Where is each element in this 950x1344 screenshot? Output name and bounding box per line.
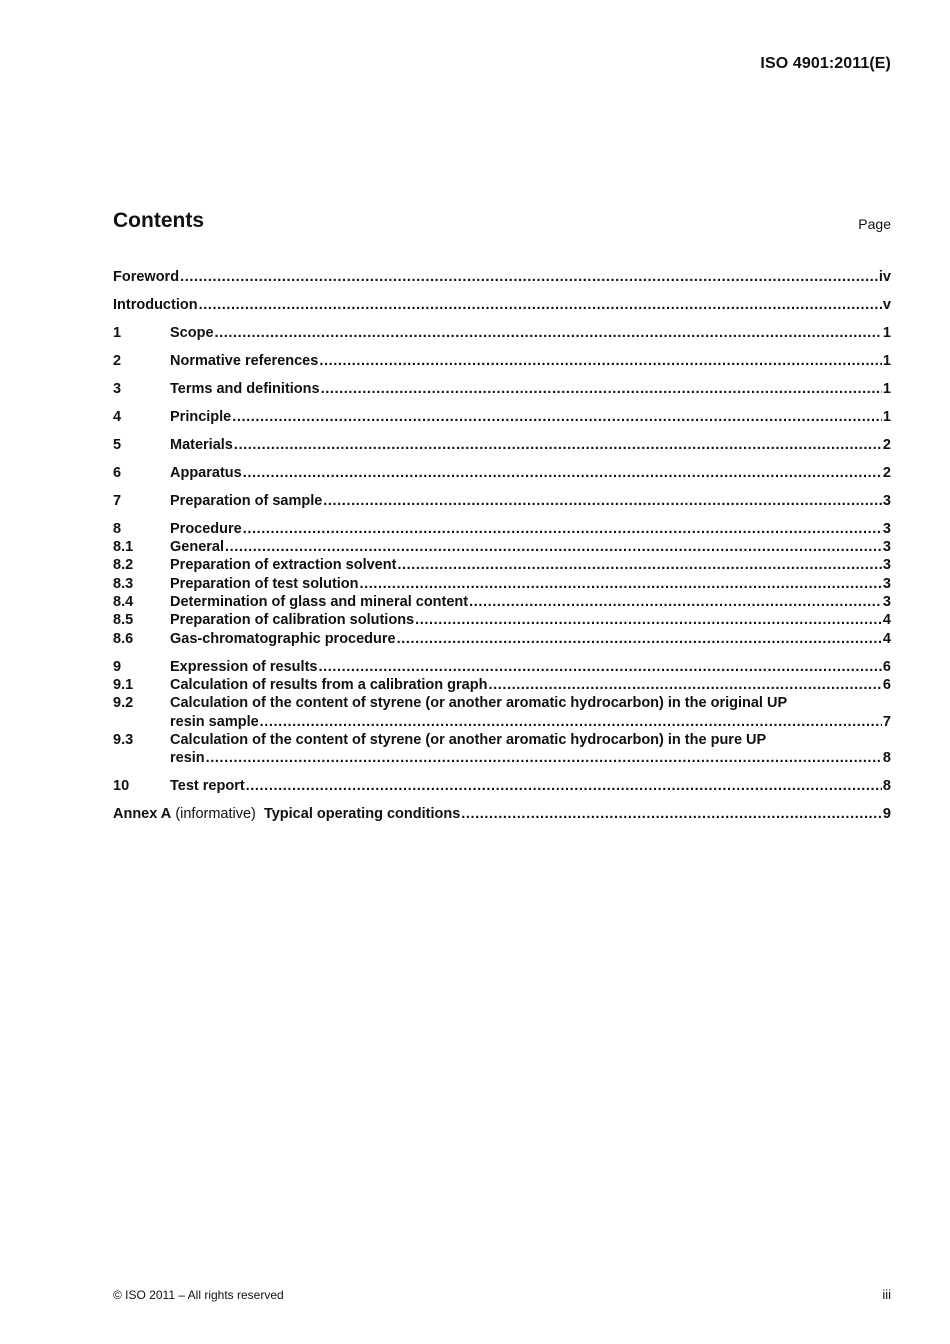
copyright-notice: © ISO 2011 – All rights reserved — [113, 1288, 284, 1302]
toc-entry-1-scope[interactable] — [113, 324, 891, 342]
toc-entry-page: 8 — [882, 778, 891, 795]
dot-leader — [397, 630, 882, 648]
dot-leader — [206, 749, 882, 767]
annex-label: Annex A — [113, 806, 172, 823]
toc-entry-number: 8.2 — [113, 557, 134, 574]
toc-entry-number: 10 — [113, 778, 130, 795]
toc-entry-8-6-gas-chromatographic-procedure[interactable] — [113, 630, 891, 648]
toc-entry-page: 7 — [882, 713, 891, 730]
toc-entry-title: Principle — [170, 408, 232, 425]
toc-entry-page: 1 — [882, 408, 891, 425]
toc-entry-number: 8.3 — [113, 575, 134, 592]
toc-entry-7-preparation-of-sample[interactable] — [113, 492, 891, 510]
toc-entry-5-materials[interactable] — [113, 436, 891, 454]
toc-entry-title: Procedure — [170, 520, 242, 537]
toc-entry-page: 3 — [882, 492, 891, 509]
dot-leader — [180, 268, 878, 286]
toc-entry-page: v — [882, 296, 891, 313]
toc-entry-9-2-original-up-resin-sample[interactable] — [113, 694, 891, 731]
toc-entry-number: 8.1 — [113, 539, 134, 556]
toc-entry-8-3-test-solution[interactable] — [113, 575, 891, 593]
toc-entry-title: Preparation of test solution — [170, 575, 359, 592]
dot-leader — [243, 520, 882, 538]
toc-entry-number: 2 — [113, 352, 122, 369]
toc-entry-title: Preparation of sample — [170, 492, 323, 509]
toc-entry-title: Gas-chromatographic procedure — [170, 630, 396, 647]
toc-entry-title: Terms and definitions — [170, 380, 320, 397]
toc-entry-title: Preparation of extraction solvent — [170, 557, 397, 574]
toc-entry-introduction[interactable] — [113, 296, 891, 314]
toc-entry-page: 9 — [882, 806, 891, 823]
toc-entry-title: Determination of glass and mineral content — [170, 594, 469, 611]
toc-entry-page: 2 — [882, 464, 891, 481]
table-of-contents — [113, 268, 891, 823]
dot-leader — [360, 575, 882, 593]
toc-entry-9-3-pure-up-resin[interactable] — [113, 731, 891, 768]
toc-entry-title: Preparation of calibration solutions — [170, 612, 415, 629]
toc-entry-annex-a[interactable] — [113, 805, 891, 823]
document-id: ISO 4901:2011(E) — [760, 55, 891, 72]
toc-entry-8-4-glass-mineral-content[interactable] — [113, 593, 891, 611]
toc-entry-title: General — [170, 539, 224, 556]
toc-entry-title: Introduction — [113, 296, 198, 313]
dot-leader — [323, 492, 882, 510]
toc-entry-foreword[interactable] — [113, 268, 891, 286]
toc-entry-title: Foreword — [113, 269, 180, 285]
toc-entry-8-procedure[interactable] — [113, 520, 891, 538]
toc-entry-page: 3 — [882, 594, 891, 611]
toc-entry-3-terms-and-definitions[interactable] — [113, 380, 891, 398]
dot-leader — [260, 713, 882, 731]
toc-entry-4-principle[interactable] — [113, 408, 891, 426]
toc-entry-title-line1: Calculation of the content of styrene (or another aromatic hydrocarbon) in the original UP — [170, 695, 788, 712]
toc-entry-page: 1 — [882, 324, 891, 341]
toc-entry-title-line1: Calculation of the content of styrene (or another aromatic hydrocarbon) in the pure UP — [170, 731, 767, 748]
page-column-label: Page — [858, 216, 891, 232]
toc-entry-title: Scope — [170, 324, 214, 341]
toc-entry-page: 3 — [882, 557, 891, 574]
dot-leader — [415, 611, 882, 629]
dot-leader — [232, 408, 882, 426]
toc-entry-page: 6 — [882, 658, 891, 675]
toc-entry-8-5-calibration-solutions[interactable] — [113, 611, 891, 629]
toc-entry-number: 8.5 — [113, 612, 134, 629]
toc-entry-page: 3 — [882, 575, 891, 592]
contents-heading: Contents — [113, 209, 204, 232]
dot-leader — [488, 676, 881, 694]
dot-leader — [469, 593, 882, 611]
dot-leader — [215, 324, 882, 342]
toc-entry-page: 6 — [882, 676, 891, 693]
toc-entry-number: 4 — [113, 408, 122, 425]
toc-entry-page: 8 — [882, 750, 891, 767]
dot-leader — [225, 538, 882, 556]
toc-entry-page: 1 — [882, 380, 891, 397]
toc-entry-title: Expression of results — [170, 658, 318, 675]
toc-entry-number: 8 — [113, 520, 122, 537]
toc-entry-number: 6 — [113, 464, 122, 481]
toc-entry-title: Materials — [170, 436, 233, 453]
toc-entry-page: 4 — [882, 612, 891, 629]
toc-entry-title: Calculation of results from a calibration graph — [170, 676, 488, 693]
toc-entry-number: 7 — [113, 492, 122, 509]
dot-leader — [321, 380, 882, 398]
dot-leader — [461, 805, 882, 823]
dot-leader — [318, 658, 881, 676]
toc-entry-title-line2: resin — [170, 750, 205, 767]
toc-entry-page: 3 — [882, 520, 891, 537]
annex-title: Typical operating conditions — [263, 806, 461, 823]
toc-entry-10-test-report[interactable] — [113, 777, 891, 795]
toc-entry-8-2-extraction-solvent[interactable] — [113, 556, 891, 574]
toc-entry-page: iv — [878, 269, 891, 285]
toc-entry-number: 9 — [113, 658, 122, 675]
dot-leader — [319, 352, 882, 370]
toc-entry-number: 8.4 — [113, 594, 134, 611]
toc-entry-number: 9.3 — [113, 731, 134, 748]
toc-entry-number: 9.2 — [113, 695, 134, 712]
page-number: iii — [882, 1287, 891, 1302]
toc-entry-page: 2 — [882, 436, 891, 453]
toc-entry-number: 3 — [113, 380, 122, 397]
toc-entry-page: 4 — [882, 630, 891, 647]
annex-qualifier: (informative) — [175, 806, 256, 823]
toc-entry-page: 3 — [882, 539, 891, 556]
toc-entry-number: 1 — [113, 324, 122, 341]
dot-leader — [246, 777, 882, 795]
dot-leader — [243, 464, 882, 482]
dot-leader — [199, 296, 882, 314]
toc-entry-title: Test report — [170, 778, 245, 795]
toc-entry-6-apparatus[interactable] — [113, 464, 891, 482]
toc-entry-8-1-general[interactable] — [113, 538, 891, 556]
toc-entry-number: 5 — [113, 436, 122, 453]
toc-entry-number: 8.6 — [113, 630, 134, 647]
dot-leader — [234, 436, 882, 454]
toc-entry-title: Normative references — [170, 352, 319, 369]
toc-entry-9-expression-of-results[interactable] — [113, 658, 891, 676]
toc-entry-2-normative-references[interactable] — [113, 352, 891, 370]
toc-entry-page: 1 — [882, 352, 891, 369]
toc-entry-9-1-calibration-graph[interactable] — [113, 676, 891, 694]
toc-entry-number: 9.1 — [113, 676, 134, 693]
toc-entry-title: Apparatus — [170, 464, 242, 481]
dot-leader — [397, 556, 882, 574]
toc-entry-title-line2: resin sample — [170, 713, 259, 730]
